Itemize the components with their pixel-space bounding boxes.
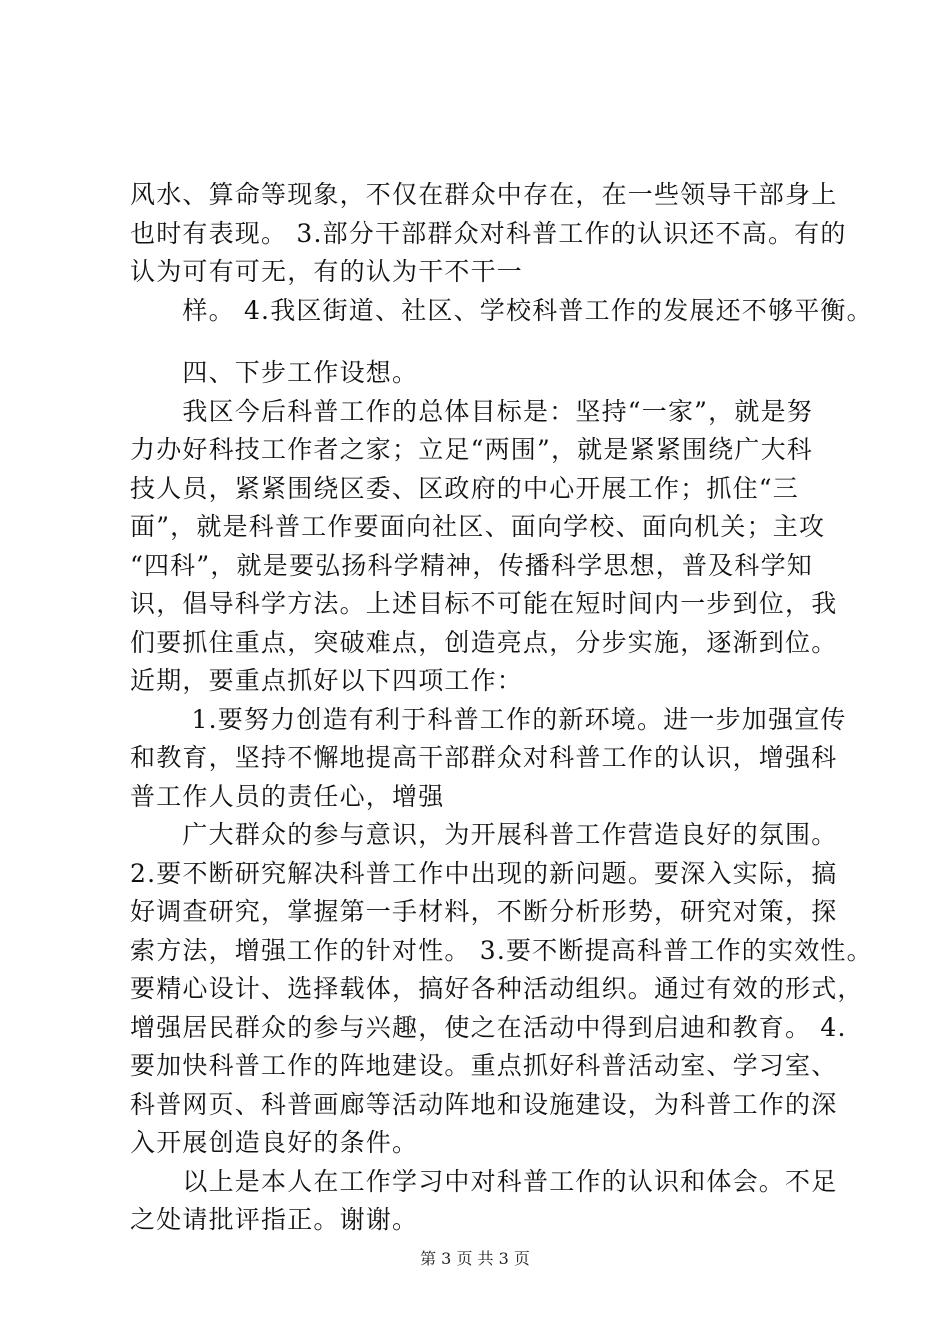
text-line: 风水、算命等现象，不仅在群众中存在，在一些领导干部身上 <box>130 180 838 209</box>
section-heading <box>130 354 835 393</box>
text-line: 也时有表现。 3.部分干部群众对科普工作的认识还不高。有的 <box>130 218 847 248</box>
paragraph-spacer <box>130 330 835 354</box>
text-line: 入开展创造良好的条件。 <box>130 1128 419 1157</box>
paragraph-p6 <box>130 816 873 1163</box>
text-line: 好调查研究，掌握第一手材料，不断分析形势，研究对策，探 <box>130 897 838 926</box>
text-line: 之处请批评指正。谢谢。 <box>130 1205 419 1234</box>
paragraph-p2 <box>130 292 873 331</box>
text-line: 力办好科技工作者之家；立足“两围”，就是紧紧围绕广大科 <box>130 435 813 464</box>
text-line: 们要抓住重点，突破难点，创造亮点，分步实施，逐渐到位。 <box>130 627 838 657</box>
text-line: “四科”，就是要弘扬科学精神，传播科学思想，普及科学知 <box>130 550 813 580</box>
text-line: 以上是本人在工作学习中对科普工作的认识和体会。不足 <box>130 1166 838 1196</box>
text-line: 和教育，坚持不懈地提高干部群众对科普工作的认识，增强科 <box>130 743 838 772</box>
text-line: 四、下步工作设想。 <box>130 358 419 387</box>
text-line: 普工作人员的责任心，增强 <box>130 781 445 811</box>
document-body <box>130 176 873 1240</box>
paragraph-p5 <box>130 701 847 817</box>
text-line: 我区今后科普工作的总体目标是：坚持“一家”，就是努 <box>130 396 813 426</box>
text-line: 索方法，增强工作的针对性。 3.要不断提高科普工作的实效性。 <box>130 935 873 965</box>
text-line: 要加快科普工作的阵地建设。重点抓好科普活动室、学习室、 <box>130 1051 838 1080</box>
text-line: 认为可有可无，有的认为干不干一 <box>130 257 524 286</box>
text-line: 2.要不断研究解决科普工作中出现的新问题。要深入实际，搞 <box>130 858 838 888</box>
paragraph-p4 <box>130 393 838 701</box>
paragraph-p7 <box>130 1163 838 1240</box>
text-line: 识，倡导科学方法。上述目标不可能在短时间内一步到位，我 <box>130 589 838 618</box>
paragraph-p1 <box>130 176 847 292</box>
text-line: 1.要努力创造有利于科普工作的新环境。进一步加强宣传 <box>130 704 847 734</box>
text-line: 增强居民群众的参与兴趣，使之在活动中得到启迪和教育。 4. <box>130 1012 847 1042</box>
text-line: 面”，就是科普工作要面向社区、面向学校、面向机关；主攻 <box>130 512 826 541</box>
page-number-footer: 第 3 页 共 3 页 <box>420 1249 530 1268</box>
text-line: 科普网页、科普画廊等活动阵地和设施建设，为科普工作的深 <box>130 1089 838 1119</box>
text-line: 广大群众的参与意识，为开展科普工作营造良好的氛围。 <box>130 820 838 849</box>
text-line: 要精心设计、选择载体，搞好各种活动组织。通过有效的形式， <box>130 974 864 1003</box>
text-line: 近期，要重点抓好以下四项工作： <box>130 666 524 695</box>
text-line: 技人员，紧紧围绕区委、区政府的中心开展工作；抓住“三 <box>130 473 799 503</box>
text-line: 样。 4.我区街道、社区、学校科普工作的发展还不够平衡。 <box>130 295 873 325</box>
